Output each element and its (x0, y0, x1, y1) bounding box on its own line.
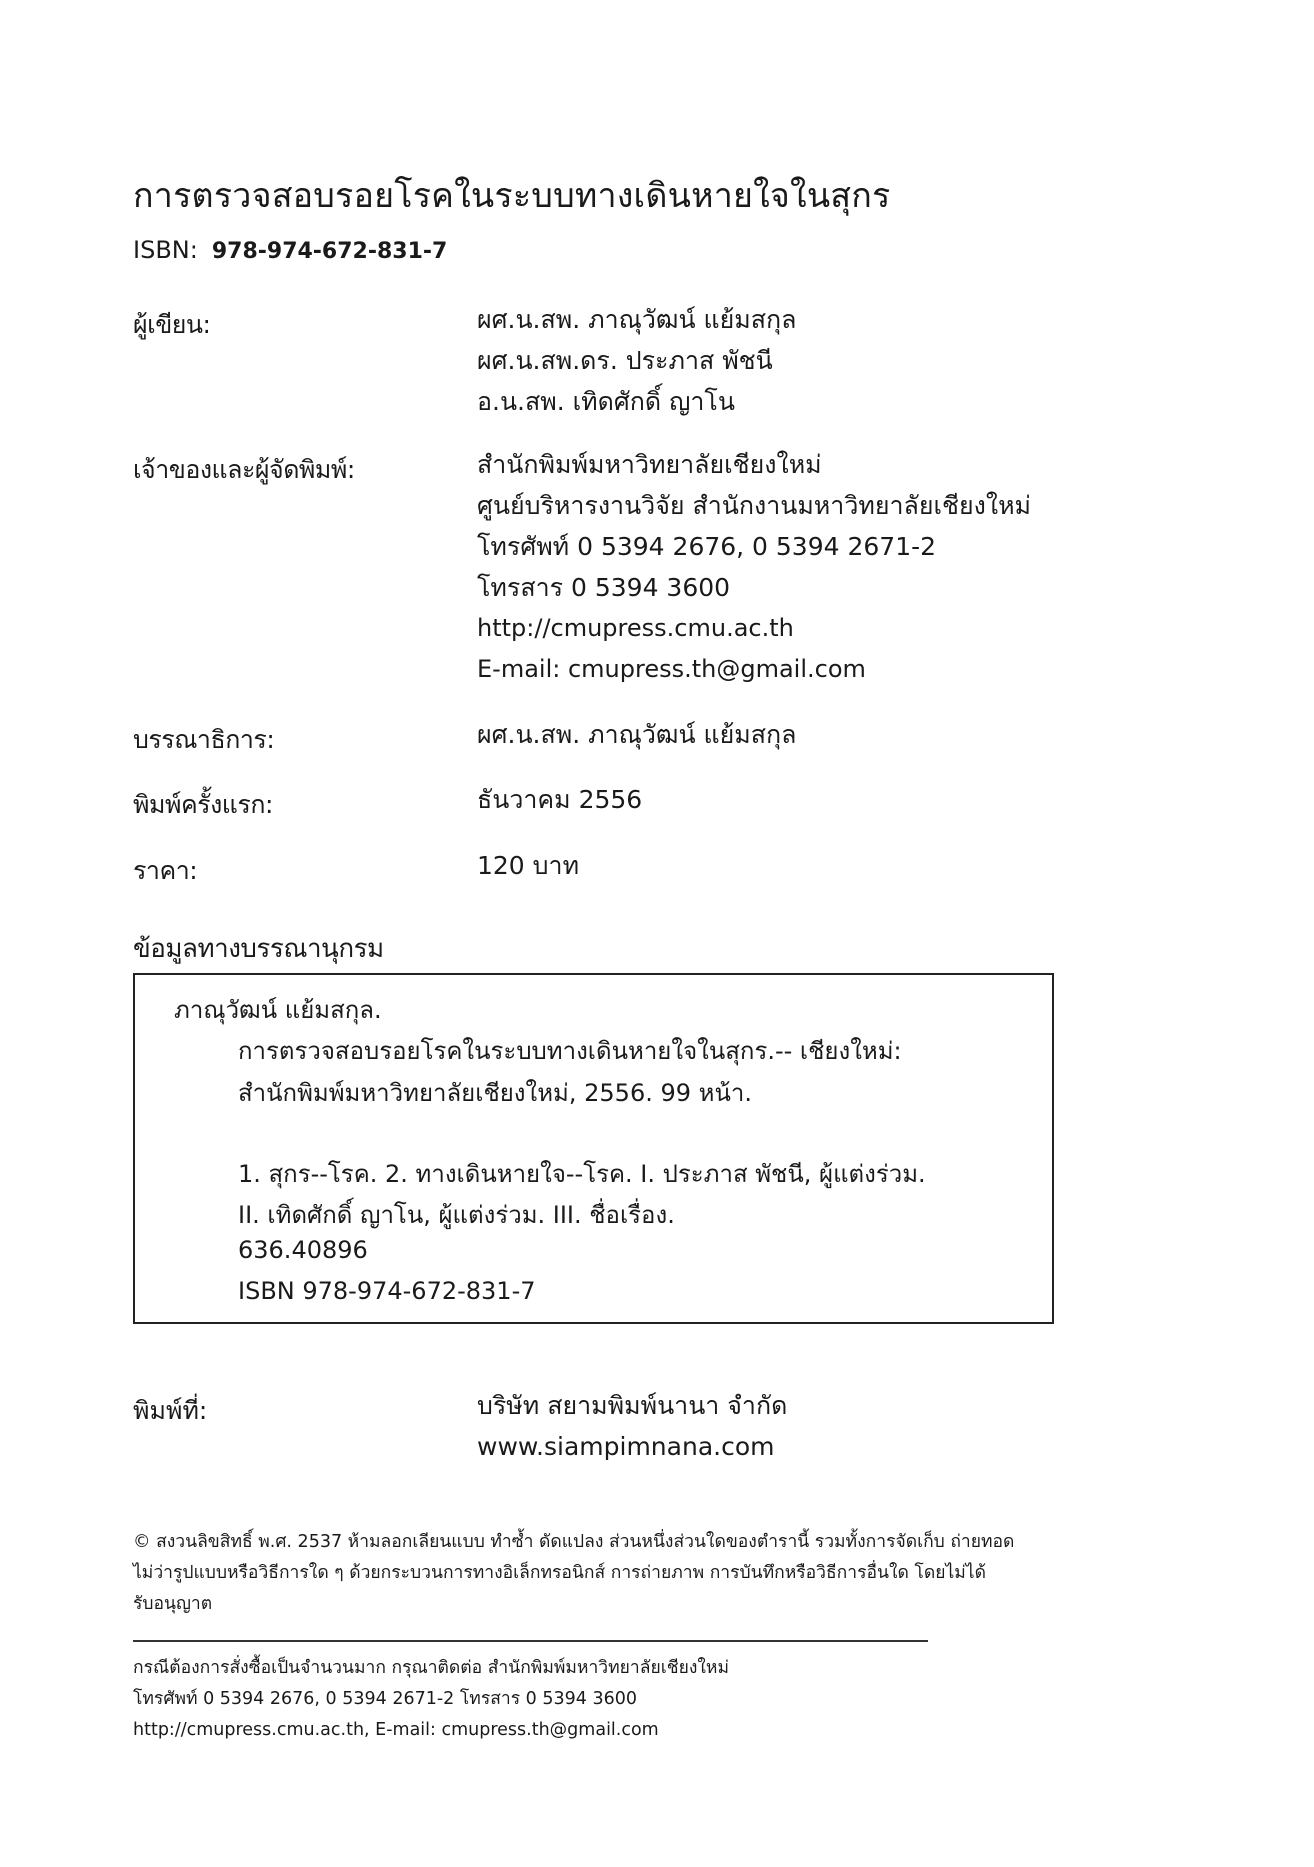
publisher-unit: ศูนย์บริหารงานวิจัย สำนักงานมหาวิทยาลัยเชียงใหม่ (477, 491, 1032, 520)
order-line: กรณีต้องการสั่งซื้อเป็นจำนวนมาก กรุณาติดต่อ สำนักพิมพ์มหาวิทยาลัยเชียงใหม่ (133, 1658, 729, 1678)
publisher-info (477, 444, 1031, 690)
cataloging-heading: ข้อมูลทางบรรณานุกรม (133, 934, 384, 964)
cataloging-box (133, 973, 1054, 1324)
printer-label: พิมพ์ที่: (133, 1396, 208, 1425)
publisher-phone: โทรศัพท์ 0 5394 2676, 0 5394 2671-2 (477, 532, 937, 561)
cataloging-title: การตรวจสอบรอยโรคในระบบทางเดินหายใจในสุกร.-- เชียงใหม่: (238, 1037, 902, 1065)
author-name: อ.น.สพ. เทิดศักดิ์ ญาโน (477, 387, 735, 416)
cataloging-subjects-1: 1. สุกร--โรค. 2. ทางเดินหายใจ--โรค. I. ประภาส พัชนี, ผู้แต่งร่วม. (238, 1160, 926, 1188)
order-contact (133, 1653, 729, 1746)
price-label: ราคา: (133, 856, 198, 885)
editor-label: บรรณาธิการ: (133, 725, 275, 754)
book-title: การตรวจสอบรอยโรคในระบบทางเดินหายใจในสุกร (133, 176, 891, 216)
authors-label: ผู้เขียน: (133, 310, 211, 339)
first-print-value-wrap (477, 779, 642, 820)
price-value-wrap (477, 845, 579, 886)
copyright-line: รับอนุญาต (133, 1594, 213, 1614)
first-print-label: พิมพ์ครั้งแรก: (133, 790, 273, 819)
cataloging-classification: 636.40896 (238, 1236, 368, 1264)
order-line: http://cmupress.cmu.ac.th, E-mail: cmupress.th@gmail.com (133, 1720, 659, 1740)
publisher-email: E-mail: cmupress.th@gmail.com (477, 655, 866, 683)
author-name: ผศ.น.สพ.ดร. ประภาส พัชนี (477, 346, 773, 375)
cataloging-isbn: ISBN 978-974-672-831-7 (238, 1277, 536, 1305)
order-line: โทรศัพท์ 0 5394 2676, 0 5394 2671-2 โทรสาร 0 5394 3600 (133, 1689, 638, 1709)
editor-value-wrap (477, 714, 796, 755)
authors-list (477, 299, 796, 422)
price-value: 120 บาท (477, 851, 580, 880)
publisher-website: http://cmupress.cmu.ac.th (477, 614, 794, 642)
printer-website: www.siampimnana.com (477, 1432, 775, 1461)
author-name: ผศ.น.สพ. ภาณุวัฒน์ แย้มสกุล (477, 305, 797, 334)
copyright-line: © สงวนลิขสิทธิ์ พ.ศ. 2537 ห้ามลอกเลียนแบบ ทำซ้ำ ดัดแปลง ส่วนหนึ่งส่วนใดของตำรานี้ รวมทั้งการจัดเก็บ ถ่ายทอด (133, 1532, 1015, 1552)
isbn-line (133, 236, 447, 264)
publisher-name: สำนักพิมพ์มหาวิทยาลัยเชียงใหม่ (477, 450, 822, 479)
publisher-fax: โทรสาร 0 5394 3600 (477, 573, 731, 602)
printer-info (477, 1385, 787, 1467)
publisher-label: เจ้าของและผู้จัดพิมพ์: (133, 455, 355, 484)
isbn-value: 978-974-672-831-7 (211, 239, 448, 264)
isbn-label: ISBN: (133, 236, 198, 264)
printer-name: บริษัท สยามพิมพ์นานา จำกัด (477, 1391, 788, 1420)
copyright-line: ไม่ว่ารูปแบบหรือวิธีการใด ๆ ด้วยกระบวนการทางอิเล็กทรอนิกส์ การถ่ายภาพ การบันทึกหรือวิธีการอื่นใด โดยไม่ได้ (133, 1563, 986, 1583)
divider (133, 1640, 928, 1642)
editor-value: ผศ.น.สพ. ภาณุวัฒน์ แย้มสกุล (477, 720, 797, 749)
cataloging-author: ภาณุวัฒน์ แย้มสกุล. (174, 996, 382, 1024)
cataloging-subjects-2: II. เทิดศักดิ์ ญาโน, ผู้แต่งร่วม. III. ชื่อเรื่อง. (238, 1201, 675, 1229)
cataloging-publisher: สำนักพิมพ์มหาวิทยาลัยเชียงใหม่, 2556. 99 หน้า. (238, 1079, 752, 1107)
first-print-value: ธันวาคม 2556 (477, 785, 643, 814)
copyright-notice (133, 1527, 1143, 1620)
